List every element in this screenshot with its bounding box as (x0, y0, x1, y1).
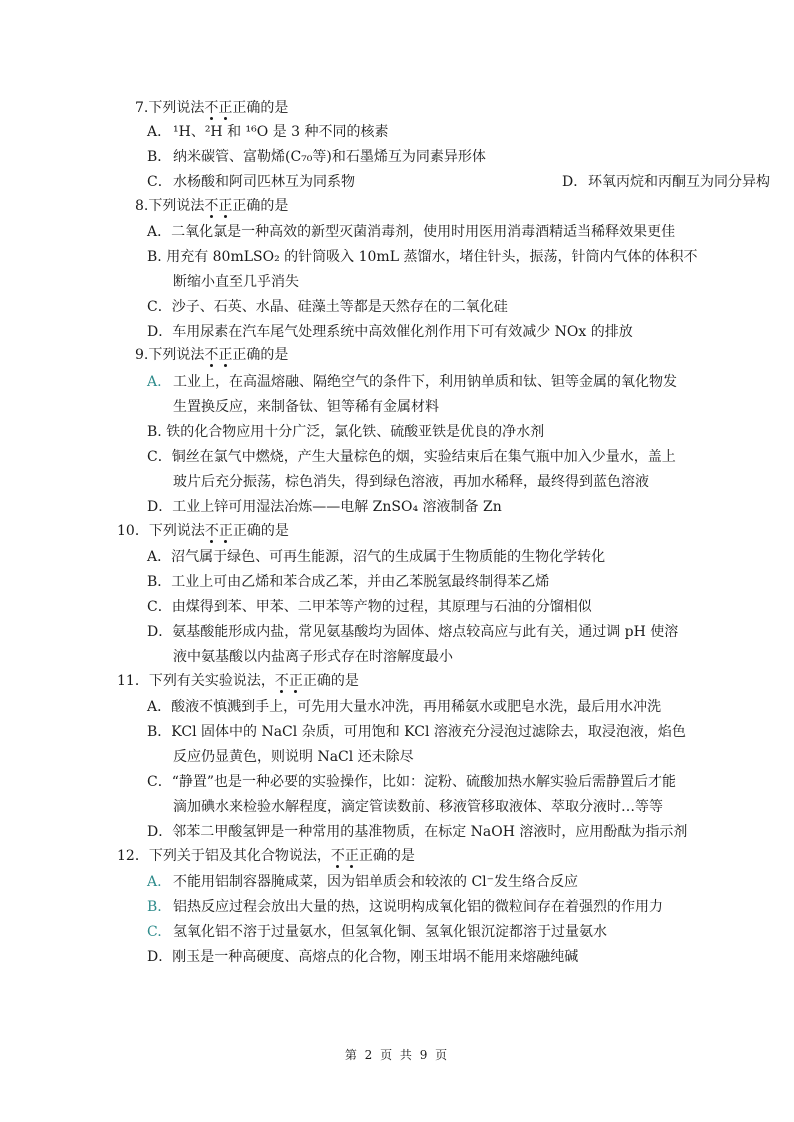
question-number: 10． (117, 523, 149, 539)
option-text: 环氧丙烷和丙酮互为同分异构 (588, 174, 770, 190)
stem-text: 正确的是 (232, 523, 289, 539)
question-11-option-b-line2: 反应仍显黄色，则说明 NaCl 还未除尽 (173, 749, 414, 765)
emphasis-char: 不 (204, 523, 219, 539)
stem-text: 正确的是 (232, 100, 289, 116)
emphasis-char: 正 (288, 673, 303, 689)
question-11-option-a: A．酸液不慎溅到手上，可先用大量水冲洗，再用稀氨水或肥皂水洗，最后用水冲洗 (147, 699, 662, 715)
option-label: A. (147, 374, 162, 390)
stem-text: 下列说法 (148, 100, 205, 116)
option-label: C. (147, 924, 162, 940)
emphasis-char: 正 (218, 198, 233, 214)
question-7-option-c (147, 170, 770, 195)
question-7-option-b (147, 145, 687, 170)
option-label: B. (147, 899, 162, 915)
stem-text: 下列说法 (148, 347, 205, 363)
question-number: 8. (135, 198, 149, 214)
question-7-stem (135, 96, 288, 120)
question-10-option-d-line2: 液中氨基酸以内盐离子形式存在时溶解度最小 (173, 649, 453, 665)
question-10-option-b: B．工业上可由乙烯和苯合成乙苯，并由乙苯脱氢最终制得苯乙烯 (147, 574, 550, 590)
emphasis-char: 正 (218, 523, 233, 539)
emphasis-char: 不 (274, 673, 289, 689)
emphasis-char: 正 (344, 848, 359, 864)
question-12-option-b (147, 895, 687, 920)
option-text: 不能用铝制容器腌咸菜，因为铝单质会和较浓的 Cl⁻发生络合反应 (173, 874, 579, 890)
option-text: 氢氧化铝不溶于过量氨水，但氢氧化铜、氢氧化银沉淀都溶于过量氨水 (173, 924, 607, 940)
question-9-option-d: D．工业上锌可用湿法冶炼——电解 ZnSO₄ 溶液制备 Zn (147, 499, 502, 515)
option-label: B． (147, 149, 172, 165)
question-8-option-b-line1: B. 用充有 80mLSO₂ 的针筒吸入 10mL 蒸馏水，堵住针头，振荡，针筒内气体的体积不 (147, 249, 698, 265)
question-10-option-d-line1: D．氨基酸能形成内盐，常见氨基酸均为固体、熔点较高应与此有关，通过调 pH 使溶 (147, 624, 679, 640)
option-text: 纳米碳管、富勒烯(C₇₀等)和石墨烯互为同素异形体 (173, 149, 486, 165)
question-9-option-a-line2: 生置换反应，来制备钛、钽等稀有金属材料 (173, 399, 439, 415)
stem-text: 正确的是 (232, 347, 289, 363)
option-label: A. (147, 874, 162, 890)
question-10-option-c: C．由煤得到苯、甲苯、二甲苯等产物的过程，其原理与石油的分馏相似 (147, 599, 592, 615)
question-8-option-a: A．二氧化氯是一种高效的新型灭菌消毒剂，使用时用医用消毒酒精适当稀释效果更佳 (147, 224, 676, 240)
question-9-stem (135, 343, 288, 367)
question-12-option-a (147, 870, 687, 895)
question-11-stem (117, 669, 359, 693)
stem-text: 下列有关实验说法， (148, 673, 275, 689)
question-12-stem (117, 844, 415, 868)
question-8-stem (135, 194, 288, 218)
question-10-stem (117, 519, 289, 543)
question-11-option-d: D．邻苯二甲酸氢钾是一种常用的基准物质，在标定 NaOH 溶液时，应用酚酞为指示剂 (147, 824, 688, 840)
stem-text: 正确的是 (358, 848, 415, 864)
option-label: D． (562, 174, 588, 190)
question-9-option-c-line1: C．铜丝在氯气中燃烧，产生大量棕色的烟，实验结束后在集气瓶中加入少量水，盖上 (147, 449, 676, 465)
emphasis-char: 不 (204, 347, 219, 363)
stem-text: 下列说法 (148, 198, 205, 214)
question-7-option-d (562, 170, 770, 195)
emphasis-char: 不 (330, 848, 345, 864)
question-11-option-c-line1: C．“静置”也是一种必要的实验操作，比如：淀粉、硫酸加热水解实验后需静置后才能 (147, 774, 677, 790)
emphasis-char: 正 (218, 347, 233, 363)
question-9-option-b: B. 铁的化合物应用十分广泛，氯化铁、硫酸亚铁是优良的净水剂 (147, 424, 545, 440)
question-12-option-c (147, 920, 687, 945)
option-text: ¹H、²H 和 ¹⁶O 是 3 种不同的核素 (173, 124, 389, 140)
question-number: 7. (135, 100, 149, 116)
question-7-option-a (147, 120, 687, 145)
emphasis-char: 不 (204, 198, 219, 214)
page-footer: 第 2 页 共 9 页 (344, 1048, 450, 1062)
stem-text: 下列说法 (148, 523, 205, 539)
question-11-option-b-line1: B．KCl 固体中的 NaCl 杂质，可用饱和 KCl 溶液充分浸泡过滤除去，取浸泡液，焰色 (147, 724, 686, 740)
option-text: 水杨酸和阿司匹林互为同系物 (173, 174, 355, 190)
option-label: C． (147, 174, 172, 190)
question-8-option-b-line2: 断缩小直至几乎消失 (173, 274, 299, 290)
option-text: 工业上，在高温熔融、隔绝空气的条件下，利用钠单质和钛、钽等金属的氧化物发 (173, 374, 677, 390)
question-12-option-d: D．刚玉是一种高硬度、高熔点的化合物，刚玉坩埚不能用来熔融纯碱 (147, 949, 579, 965)
option-text: 铝热反应过程会放出大量的热，这说明构成氧化铝的微粒间存在着强烈的作用力 (173, 899, 663, 915)
stem-text: 正确的是 (232, 198, 289, 214)
question-10-option-a: A．沼气属于绿色、可再生能源，沼气的生成属于生物质能的生物化学转化 (147, 549, 606, 565)
question-9-option-a-line1 (147, 370, 687, 395)
stem-text: 下列关于铝及其化合物说法， (148, 848, 331, 864)
option-label: A． (147, 124, 172, 140)
emphasis-char: 正 (218, 100, 233, 116)
question-number: 9. (135, 347, 149, 363)
question-8-option-c: C．沙子、石英、水晶、硅藻土等都是天然存在的二氧化硅 (147, 299, 508, 315)
question-11-option-c-line2: 滴加碘水来检验水解程度，滴定管读数前、移液管移取液体、萃取分液时…等等 (173, 799, 663, 815)
question-8-option-d: D．车用尿素在汽车尾气处理系统中高效催化剂作用下可有效减少 NOx 的排放 (147, 324, 633, 340)
stem-text: 正确的是 (302, 673, 359, 689)
question-number: 11． (117, 673, 149, 689)
question-9-option-c-line2: 玻片后充分振荡，棕色消失，得到绿色溶液，再加水稀释，最终得到蓝色溶液 (173, 474, 649, 490)
emphasis-char: 不 (204, 100, 219, 116)
question-number: 12． (117, 848, 149, 864)
